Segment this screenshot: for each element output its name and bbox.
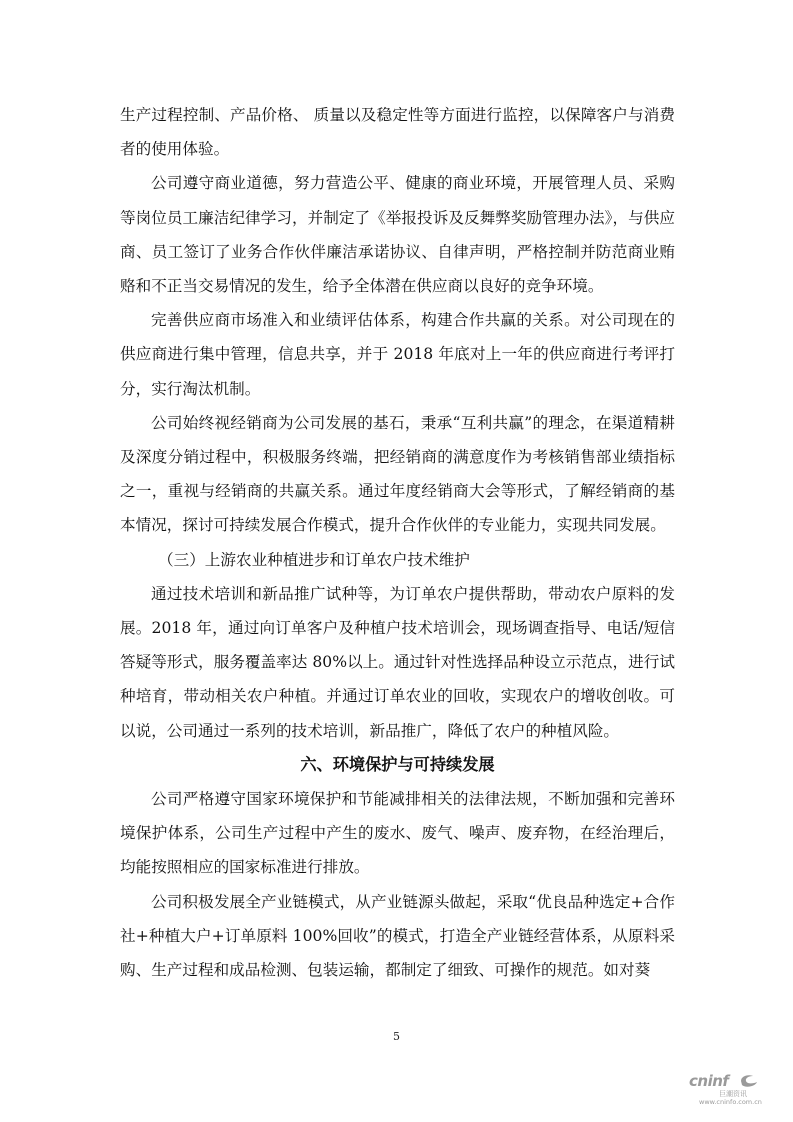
subsection-heading: （三）上游农业种植进步和订单农户技术维护 — [158, 550, 470, 569]
paragraph-distributors: 公司始终视经销商为公司发展的基石，秉承“互利共赢”的理念，在渠道精耕及深度分销过程中，积极服务终端，把经销商的满意度作为考核销售部业绩指标之一，重视与经销商的共赢关系。通过年度经销商大会等形式，了解经销商的基本情况，探讨可持续发展合作模式，提升合作伙伴的专业能力，实现共同发展。 — [120, 413, 675, 535]
paragraph-continued: 生产过程控制、产品价格、 质量以及稳定性等方面进行监控，以保障客户与消费者的使用体验。 — [120, 106, 675, 159]
paragraph-environmental-protection: 公司严格遵守国家环境保护和节能减排相关的法律法规，不断加强和完善环境保护体系，公司生产过程中产生的废水、废气、噪声、废弃物，在经治理后，均能按照相应的国家标准进行排放。 — [120, 790, 675, 877]
cninfo-logo — [689, 1072, 763, 1108]
logo-chinese-name: 巨潮资讯 — [719, 1090, 747, 1098]
page-body — [120, 98, 675, 987]
logo-url: www.cninfo.com.cn — [699, 1098, 762, 1106]
paragraph-farmer-training: 通过技术培训和新品推广试种等，为订单农户提供帮助，带动农户原料的发展。2018 年，通过向订单客户及种植户技术培训会，现场调查指导、电话/短信答疑等形式，服务覆盖率达 80%以上。通过针对性选择品种设立示范点，进行试种培育，带动相关农户种植。并通过订单农业的回收，实现农户的增收创收。可以说，公司通过一系列的技术培训，新品推广，降低了农户的种植风险。 — [120, 584, 675, 740]
section-heading: 六、环境保护与可持续发展 — [300, 754, 495, 774]
paragraph-business-ethics: 公司遵守商业道德，努力营造公平、健康的商业环境，开展管理人员、采购等岗位员工廉洁纪律学习，并制定了《举报投诉及反舞弊奖励管理办法》，与供应商、员工签订了业务合作伙伴廉洁承诺协议、自律声明，严格控制并防范商业贿赂和不正当交易情况的发生，给予全体潜在供应商以良好的竞争环境。 — [120, 174, 675, 296]
logo-wordmark: cninf — [689, 1072, 729, 1090]
logo-swirl-icon — [739, 1073, 759, 1089]
page-number: 5 — [393, 1030, 400, 1043]
paragraph-supplier-evaluation: 完善供应商市场准入和业绩评估体系，构建合作共赢的关系。对公司现在的供应商进行集中管理，信息共享，并于 2018 年底对上一年的供应商进行考评打分，实行淘汰机制。 — [120, 311, 675, 398]
paragraph-industry-chain: 公司积极发展全产业链模式，从产业链源头做起，采取“优良品种选定+合作社+种植大户+订单原料 100%回收”的模式，打造全产业链经营体系，从原料采购、生产过程和成品检测、包装运输，都制定了细致、可操作的规范。如对葵 — [120, 892, 675, 980]
